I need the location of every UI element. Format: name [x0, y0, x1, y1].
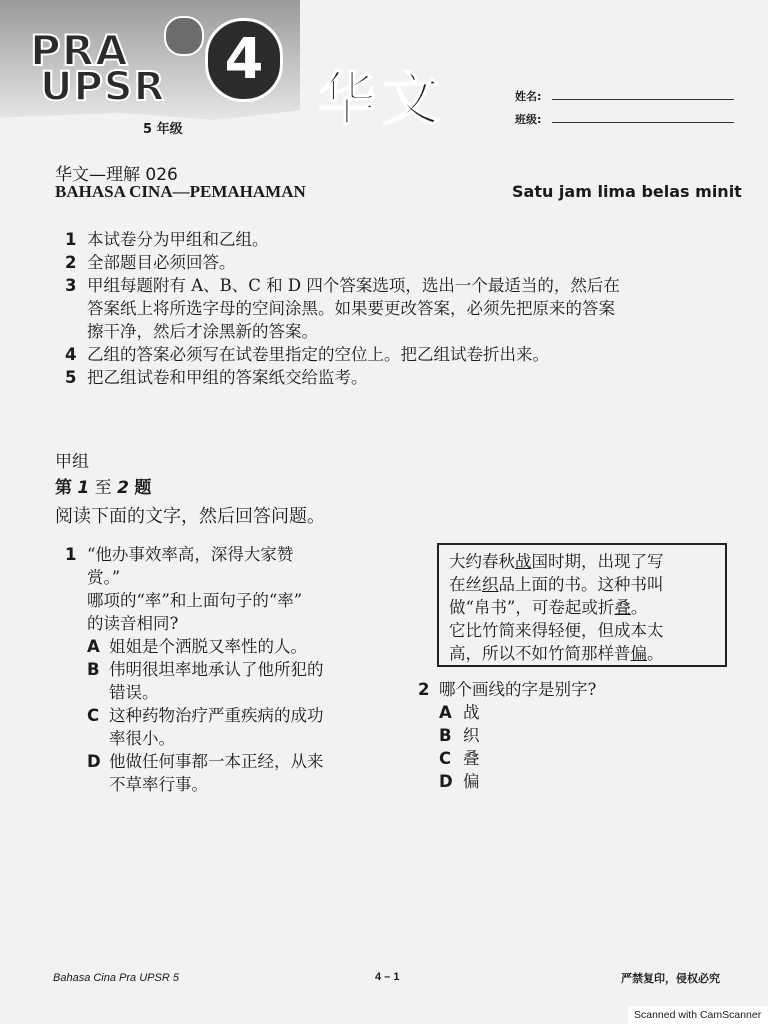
option-text: 姐姐是个洒脱又率性的人。 [109, 637, 307, 656]
class-field[interactable] [552, 122, 734, 123]
passage-line: 高，所以不如竹简那样普偏。 [449, 644, 664, 663]
underlined-char: 战 [515, 552, 532, 571]
paper-subject: BAHASA CINA—PEMAHAMAN [55, 182, 306, 201]
instruction-item: 3 甲组每题附有 A、B、C 和 D 四个答案选项，选出一个最适当的，然后在 答案纸上将所选字母的空间涂黑。如果要更改答案，必须先把原来的答案 擦干净，然后才涂黑新的答案。 [65, 276, 620, 341]
question-2: 2 哪个画线的字是别字? A 战 B 织 C 叠 D 偏 [418, 680, 597, 791]
passage-box [437, 543, 727, 667]
option-text: 叠 [463, 749, 480, 768]
underlined-char: 织 [482, 575, 499, 594]
option-letter[interactable]: A [439, 703, 452, 722]
instruction-item: 4 乙组的答案必须写在试卷里指定的空位上。把乙组试卷折出来。 [65, 345, 549, 364]
option-text: 伟明很坦率地承认了他所犯的 [109, 660, 324, 679]
option-letter[interactable]: B [87, 660, 100, 679]
instruction-item: 5 把乙组试卷和甲组的答案纸交给监考。 [65, 368, 368, 387]
footer-copyright: 严禁复印，侵权必究 [621, 972, 720, 985]
footer-book-title: Bahasa Cina Pra UPSR 5 [53, 972, 179, 984]
option-text: 率很小。 [109, 729, 175, 748]
option-letter[interactable]: C [439, 749, 452, 768]
subject-title: 华文 [318, 65, 447, 133]
mascot-icon [164, 16, 204, 56]
question-1: 1 “他办事效率高，深得大家赞 赏。” 哪项的“率”和上面句子的“率” 的读音相同? A 姐姐是个洒脱又率性的人。 B 伟明很坦率地承认了他所犯的 错误。 C 这种药物治疗严重疾病的成功 率很小。 D 他做任何事都一本正经，从来 不草率行事。 [65, 545, 324, 794]
option-text: 不草率行事。 [109, 775, 208, 794]
logo-upsr-text: UPSR [40, 64, 166, 110]
logo-pra-text: PRA [30, 26, 129, 75]
option-letter[interactable]: A [87, 637, 100, 656]
underlined-char: 叠 [614, 598, 631, 617]
underlined-char: 偏 [630, 644, 647, 663]
option-letter[interactable]: B [439, 726, 452, 745]
option-text: 他做任何事都一本正经，从来 [109, 752, 324, 771]
passage-line: 它比竹简来得轻便，但成本太 [449, 621, 664, 640]
option-letter[interactable]: D [87, 752, 101, 771]
question-range: 第 1 至 2 题 [55, 478, 152, 498]
passage-line: 大约春秋战国时期，出现了写 [449, 552, 664, 571]
reading-direction: 阅读下面的文字，然后回答问题。 [55, 506, 325, 527]
instruction-item: 1 本试卷分为甲组和乙组。 [65, 230, 269, 249]
section-title: 甲组 [55, 452, 89, 472]
option-letter[interactable]: D [439, 772, 453, 791]
option-text: 这种药物治疗严重疾病的成功 [109, 706, 324, 725]
grade-label: 5 年级 [143, 122, 183, 137]
logo-number: 4 [205, 18, 283, 102]
option-text: 偏 [463, 772, 480, 791]
paper-duration: Satu jam lima belas minit [512, 182, 742, 201]
option-text: 织 [463, 726, 480, 745]
question-number: 1 [65, 545, 77, 564]
option-text: 错误。 [109, 683, 159, 702]
paper-code: 华文—理解 026 [55, 165, 178, 185]
name-label: 姓名: [515, 90, 542, 103]
footer-page-number: 4 – 1 [375, 971, 400, 983]
instruction-item: 2 全部题目必须回答。 [65, 253, 236, 272]
passage-line: 做“帛书”，可卷起或折叠。 [449, 598, 648, 617]
option-letter[interactable]: C [87, 706, 100, 725]
option-text: 战 [463, 703, 480, 722]
question-number: 2 [418, 680, 430, 699]
class-label: 班级: [515, 113, 542, 126]
name-field[interactable] [552, 99, 734, 100]
passage-line: 在丝织品上面的书。这种书叫 [449, 575, 664, 594]
scanner-watermark: Scanned with CamScanner [628, 1006, 768, 1024]
